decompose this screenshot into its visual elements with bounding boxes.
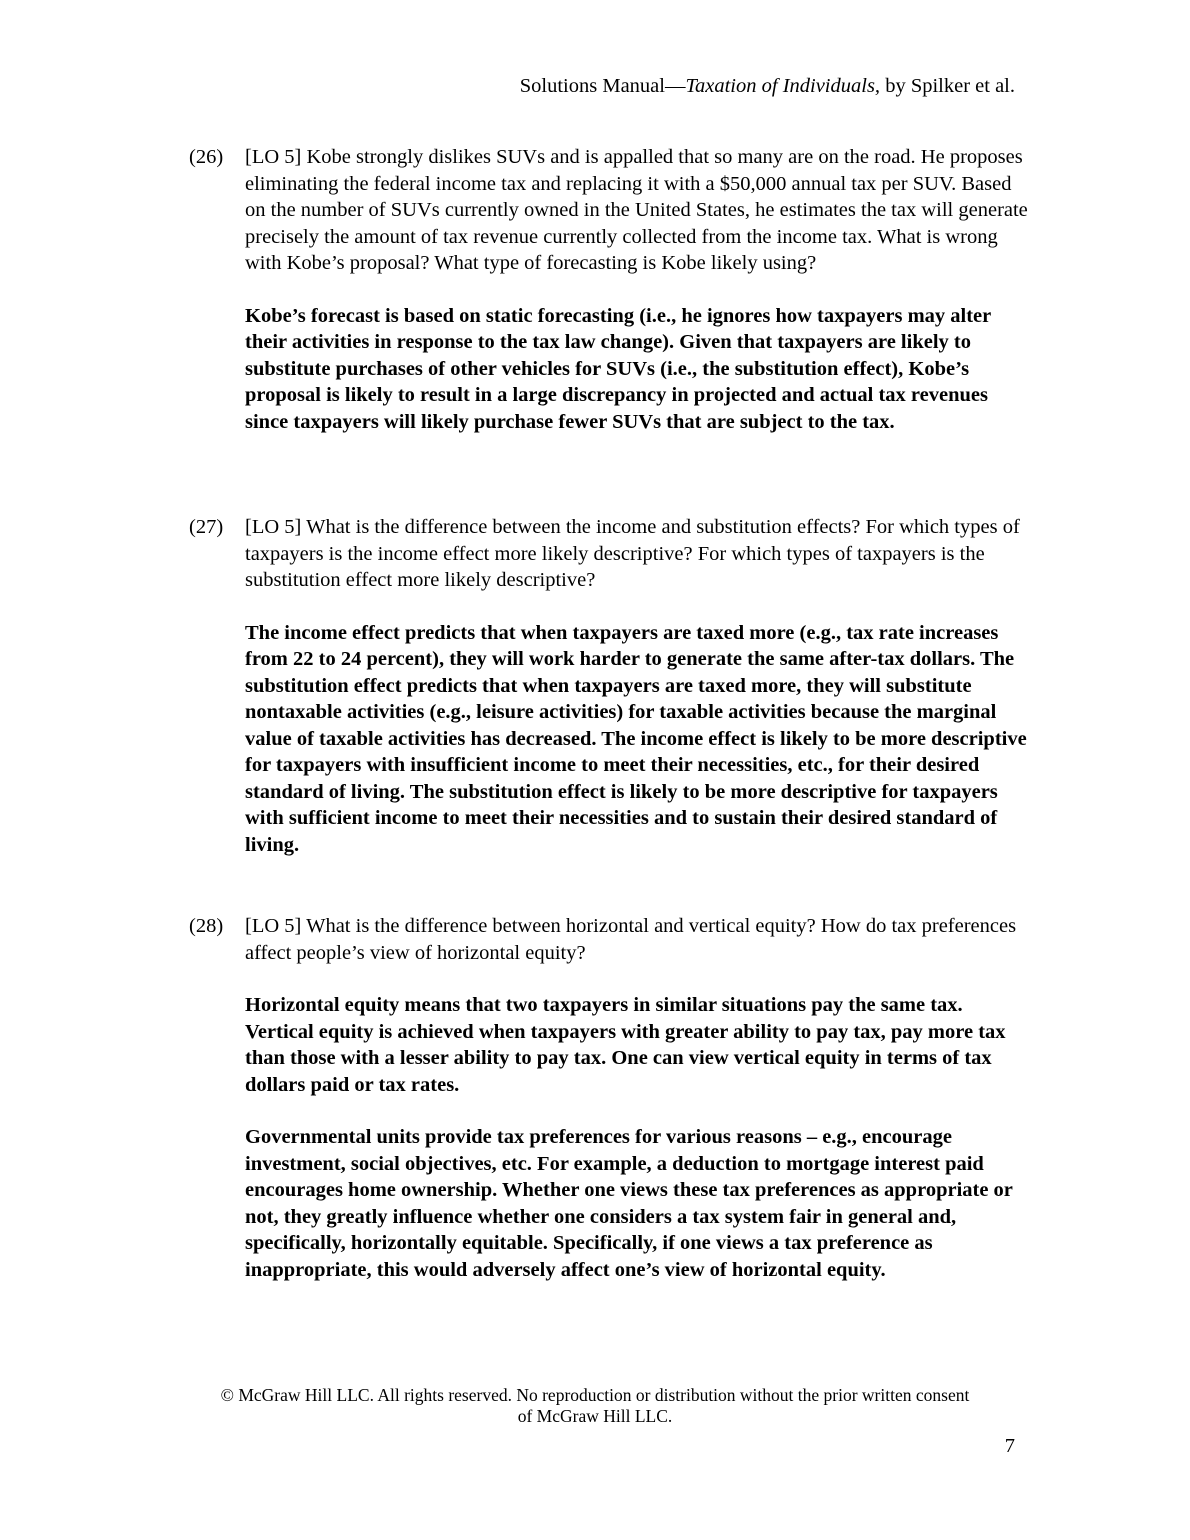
question-text: [LO 5] Kobe strongly dislikes SUVs and is appalled that so many are on the road. He proposes eliminating the federal income tax and replacing it with a $50,000 annual tax per SUV. Based on the number of SUVs currently owned in the United States, he estimates the tax will generate precisely the amount of tax revenue currently collected from the income tax. What is wrong with Kobe’s proposal? What type of forecasting is Kobe likely using? (245, 146, 1028, 274)
page-number: 7 (1004, 1435, 1015, 1457)
running-header (520, 72, 1015, 100)
question-number: (26) (189, 146, 224, 168)
copyright-line-1: © McGraw Hill LLC. All rights reserved. No reproduction or distribution without the prior written consent (220, 1385, 970, 1405)
answer-paragraph: Kobe’s forecast is based on static forecasting (i.e., he ignores how taxpayers may alter their activities in response to the tax law change). Given that taxpayers are likely to substitute purchases of other vehicles for SUVs (i.e., the substitution effect), Kobe’s proposal is likely to result in a large discrepancy in projected and actual tax revenues since taxpayers will likely purchase fewer SUVs that are subject to the tax. (245, 304, 991, 433)
header-suffix: by Spilker et al. (880, 75, 1015, 97)
answer-paragraph: Governmental units provide tax preferences for various reasons – e.g., encourage investment, social objectives, etc. For example, a deduction to mortgage interest paid encourages home ownership. Whether one views these tax preferences as appropriate or not, they greatly influence whether one considers a tax system fair in general and, specifically, horizontally equitable. Specifically, if one views a tax preference as inappropriate, this would adversely affect one’s view of horizontal equity. (245, 1126, 1013, 1281)
question-text: [LO 5] What is the difference between the income and substitution effects? For which types of taxpayers is the income effect more likely descriptive? For which types of taxpayers is the substitution effect more likely descriptive? (245, 516, 1020, 591)
copyright-line-2: of McGraw Hill LLC. (517, 1406, 673, 1426)
question-number: (27) (189, 516, 224, 538)
header-book-title: Taxation of Individuals, (685, 75, 881, 97)
header-prefix: Solutions Manual— (519, 75, 686, 97)
question-26 (189, 144, 1029, 435)
question-body (245, 144, 1029, 435)
question-text: [LO 5] What is the difference between horizontal and vertical equity? How do tax preferences affect people’s view of horizontal equity? (245, 915, 1017, 964)
question-body (245, 514, 1029, 858)
answer-paragraph: Horizontal equity means that two taxpayers in similar situations pay the same tax. Vertical equity is achieved when taxpayers with greater ability to pay tax, pay more tax than those with a lesser ability to pay tax. One can view vertical equity in terms of tax dollars paid or tax rates. (245, 994, 1006, 1096)
question-body (245, 913, 1029, 1283)
question-27 (189, 514, 1029, 858)
answer-paragraph: The income effect predicts that when taxpayers are taxed more (e.g., tax rate increases from 22 to 24 percent), they will work harder to generate the same after-tax dollars. The substitution effect predicts that when taxpayers are taxed more, they will substitute nontaxable activities (e.g., leisure activities) for taxable activities because the marginal value of taxable activities has decreased. The income effect is likely to be more descriptive for taxpayers with insufficient income to meet their necessities, etc., for their desired standard of living. The substitution effect is likely to be more descriptive for taxpayers with sufficient income to meet their necessities and to sustain their desired standard of living. (245, 621, 1027, 856)
question-28 (189, 913, 1029, 1283)
question-number: (28) (189, 915, 224, 937)
copyright-footer (170, 1385, 1020, 1427)
